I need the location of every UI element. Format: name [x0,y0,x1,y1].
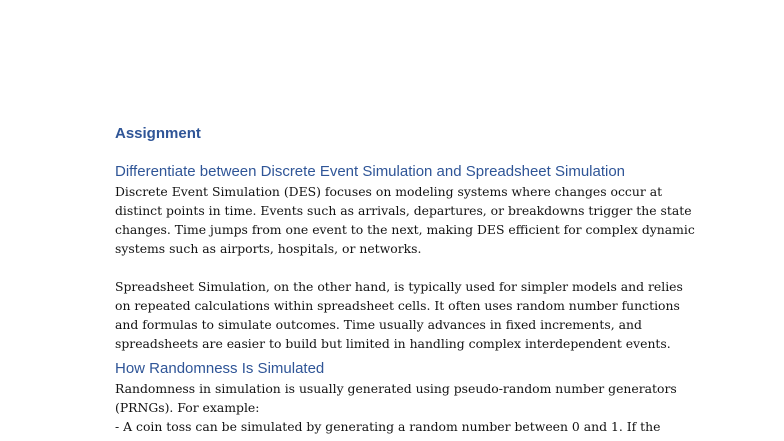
document-body [115,124,695,436]
text-line: and formulas to simulate outcomes. Time usually advances in fixed increments, and [115,317,642,332]
paragraph-randomness [115,379,675,436]
text-line: Spreadsheet Simulation, on the other hand, is typically used for simpler models and relies [115,279,683,294]
text-line: - A coin toss can be simulated by generating a random number between 0 and 1. If the [115,419,661,434]
text-line: systems such as airports, hospitals, or networks. [115,241,422,256]
paragraph-spreadsheet [115,277,683,353]
section-heading-randomness: How Randomness Is Simulated [115,360,325,377]
text-line: spreadsheets are easier to build but limited in handling complex interdependent events. [115,336,671,351]
paragraph-spacer [115,258,675,277]
text-line: Randomness in simulation is usually generated using pseudo-random number generators [115,381,677,396]
text-line: changes. Time jumps from one event to the next, making DES efficient for complex dynamic [115,222,695,237]
paragraph-des [115,182,695,258]
text-line: distinct points in time. Events such as arrivals, departures, or breakdowns trigger the state [115,203,692,218]
text-line: on repeated calculations within spreadsheet cells. It often uses random number functions [115,298,680,313]
document-title: Assignment [115,125,201,142]
text-line: Discrete Event Simulation (DES) focuses on modeling systems where changes occur at [115,184,663,199]
section-heading-des-vs-spreadsheet: Differentiate between Discrete Event Simulation and Spreadsheet Simulation [115,163,626,180]
text-line: (PRNGs). For example: [115,400,260,415]
